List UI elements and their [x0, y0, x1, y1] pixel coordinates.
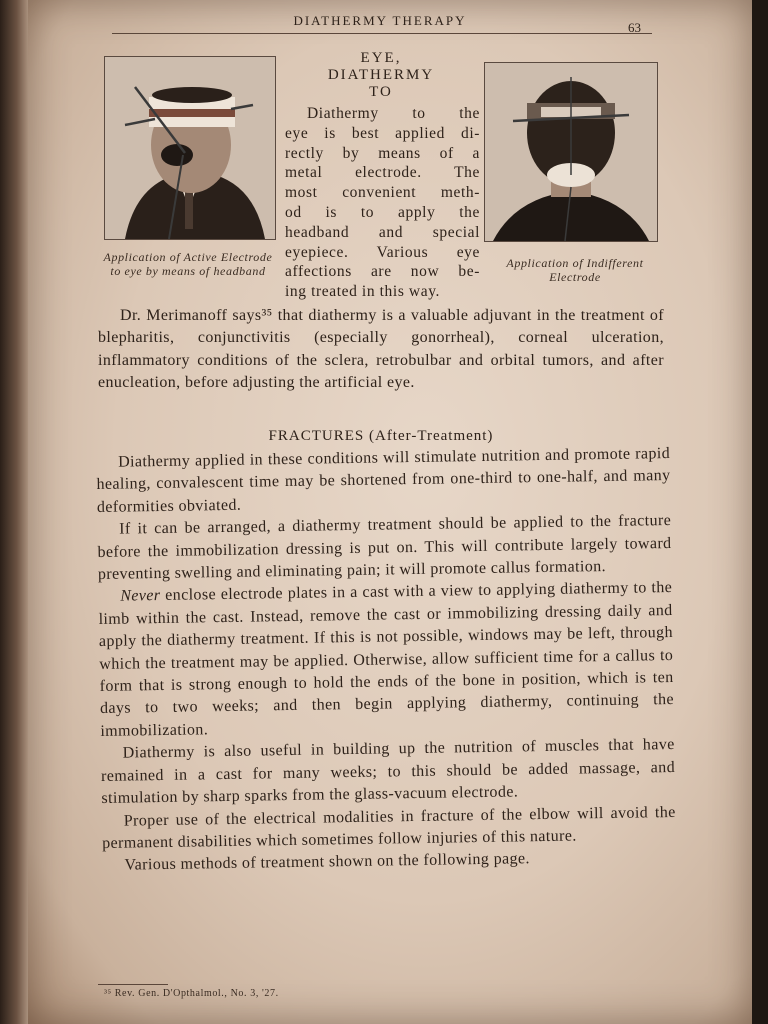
- eye-text-line: eyepiece. Various eye: [285, 243, 480, 261]
- photo-active-electrode: [104, 56, 276, 240]
- fractures-body: [96, 443, 677, 878]
- eye-text-line: Diathermy to the: [307, 105, 480, 122]
- fractures-paragraph-2: If it can be arranged, a diathermy treatment should be applied to the fracture before the immobilization dressing is put on. This will contribute largely toward preventing swelling and eliminating pain; it will promote callus formation.: [97, 512, 672, 584]
- eye-text-line: headband and special: [285, 223, 480, 241]
- headband-portrait-illustration: [105, 57, 275, 239]
- never-emphasis: Never: [120, 587, 161, 606]
- back-of-head-illustration: [485, 63, 657, 241]
- eye-heading-line3: TO: [369, 84, 393, 100]
- fractures-paragraph-3: [98, 577, 674, 743]
- eye-text-line: ing treated in this way.: [285, 283, 441, 301]
- fractures-heading: FRACTURES (After-Treatment): [268, 428, 494, 444]
- running-header: DIATHERMY THERAPY: [293, 13, 467, 28]
- eye-heading-line1: EYE,: [360, 50, 402, 66]
- eye-text-line: affections are now be-: [285, 263, 480, 281]
- eye-text-line: od is to apply the: [285, 203, 480, 221]
- book-gutter: [0, 0, 28, 1024]
- fractures-paragraph-5: Proper use of the electrical modalities in fracture of the elbow will avoid the permanent disabilities which sometimes follow injuries of this nature.: [102, 803, 676, 852]
- page-number: 63: [628, 20, 641, 35]
- caption-indifferent-electrode: Application of Indifferent Electrode: [506, 256, 644, 284]
- merimanoff-paragraph: [98, 305, 664, 395]
- fractures-paragraph-6: Various methods of treatment shown on the following page.: [124, 850, 530, 874]
- never-sentence-rest: diathermy to the limb within the cast. Instead, remove the cast or immobilizing dressing daily and apply the diathermy treatment. If this is not possible, windows may be left, through which the treatment may be applied. Otherwise, allow sufficient time for a callus to form that is strong enough to hold the ends of the bone in position, which is ten days to two weeks; and then begin applying diathermy, continuing the immobilization.: [98, 579, 675, 740]
- eye-text-line: most convenient meth-: [285, 184, 480, 202]
- caption-active-electrode: Application of Active Electrode to eye by means of headband: [103, 250, 273, 278]
- eye-section-heading: [306, 50, 456, 101]
- eye-text-line: metal electrode. The: [285, 164, 480, 182]
- fractures-paragraph-4: Diathermy is also useful in building up the nutrition of muscles that have remained in a cast for many weeks; to this should be added massage, and stimulation by sharp sparks from the glass-vacuum electrode.: [100, 736, 676, 808]
- eye-section-text: [285, 104, 480, 302]
- eye-heading-line2: DIATHERMY: [327, 67, 435, 83]
- footnote: ³⁵ Rev. Gen. D'Opthalmol., No. 3, '27.: [104, 988, 279, 999]
- eye-text-line: rectly by means of a: [285, 144, 480, 162]
- merimanoff-text: Dr. Merimanoff says³⁵ that diathermy is a valuable adjuvant in the treatment of blepharitis, conjunctivitis (especially gonorrheal), corneal ulceration, inflammatory conditions of the sclera, retrobulbar and orbital tumors, and after enucleation, before adjusting the artificial eye.: [98, 307, 664, 392]
- photo-indifferent-electrode: [484, 62, 658, 242]
- fractures-paragraph-1: Diathermy applied in these conditions will stimulate nutrition and promote rapid healing, convalescent time may be shortened from one-third to one-half, and many deformities obviated.: [96, 444, 671, 516]
- never-sentence-start: enclose electrode plates in a cast with a view to applying: [160, 581, 556, 605]
- eye-text-line: eye is best applied di-: [285, 124, 480, 142]
- footnote-rule: [98, 984, 168, 985]
- header-rule: [112, 33, 652, 34]
